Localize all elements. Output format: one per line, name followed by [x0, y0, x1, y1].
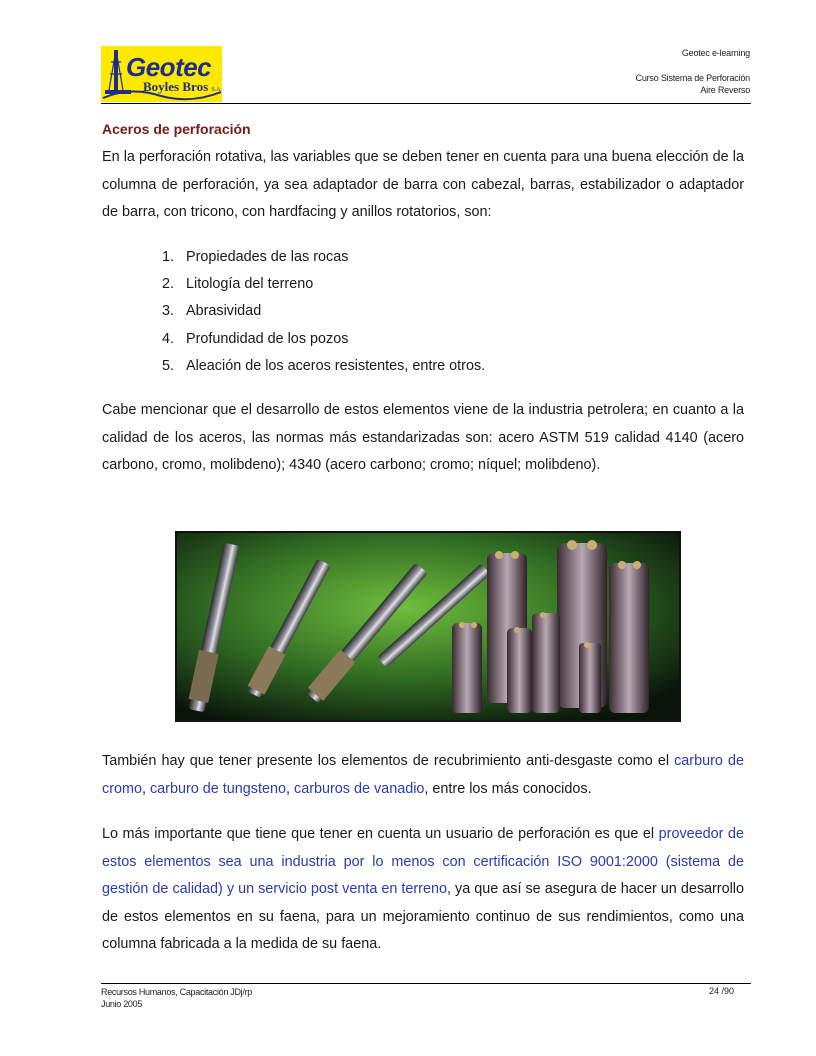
variables-list	[162, 244, 485, 380]
footer-info	[101, 986, 252, 1010]
list-item-number: 1.	[162, 249, 175, 265]
list-item	[162, 298, 485, 325]
list-item	[162, 353, 485, 380]
list-item	[162, 271, 485, 298]
coating-lead: También hay que tener presente los elementos de recubrimiento anti-desgaste como el	[102, 753, 675, 769]
carbide-chromium-term: carburo de cromo	[102, 753, 744, 797]
header-course: Curso Sistema de Perforación	[635, 73, 750, 83]
drilling-tools-photo	[175, 531, 681, 722]
drilling-tools-illustration	[177, 533, 679, 720]
footer-department: Recursos Humanos, Capacitación JDj/rp	[101, 987, 252, 997]
logo-subname	[143, 79, 221, 95]
footer-divider	[101, 983, 751, 984]
coating-paragraph	[102, 748, 744, 803]
carbide-tungsten-term: carburo de tungsteno	[149, 780, 286, 797]
logo-subname-suffix: S.A	[211, 87, 221, 93]
list-item-text: Profundidad de los pozos	[186, 330, 349, 347]
supplier-tail: , ya que así se asegura de hacer un desarrollo de estos elementos en su faena, para un mejoramiento continuo de sus rendimientos, como una columna fabricada a la medida de su faena.	[102, 881, 745, 952]
header-elearning: Geotec e-learning	[681, 48, 750, 58]
logo-name: Geotec	[126, 52, 212, 82]
footer-date: Junio 2005	[101, 999, 143, 1009]
page-number: 24 /90	[708, 986, 734, 996]
steel-paragraph: Cabe mencionar que el desarrollo de estos elementos viene de la industria petrolera; en cuanto a la calidad de los aceros, las normas más estandarizadas son: acero ASTM 519 calidad 4140 (acero carbono, cromo, molibdeno); 4340 (acero carbono; cromo; níquel; molibdeno).	[102, 402, 744, 473]
list-item	[162, 326, 485, 353]
geotec-logo	[101, 46, 222, 102]
supplier-highlight: proveedor de estos elementos sea una industria por lo menos con certificación ISO 9001:2000 (sistema de gestión de calidad) y un servicio post venta en terreno	[102, 826, 745, 897]
list-item-number: 5.	[162, 357, 175, 374]
list-item-number: 2.	[162, 276, 175, 293]
supplier-paragraph	[102, 821, 744, 959]
list-item-text: Aleación de los aceros resistentes, entre otros.	[186, 357, 486, 374]
list-item-number: 3.	[162, 303, 175, 320]
logo-subname-text: Boyles Bros	[143, 79, 209, 94]
list-item-text: Propiedades de las rocas	[186, 249, 349, 265]
coating-separator: ,	[286, 780, 294, 797]
coating-separator: ,	[141, 780, 150, 797]
list-item-number: 4.	[162, 330, 175, 347]
intro-paragraph: En la perforación rotativa, las variables que se deben tener en cuenta para una buena elección de la columna de perforación, ya sea adaptador de barra con cabezal, barras, estabilizador o adaptador de barra, con tricono, con hardfacing y anillos rotatorios, son:	[102, 149, 744, 220]
header-topic: Aire Reverso	[700, 85, 750, 95]
supplier-lead: Lo más importante que tiene que tener en cuenta un usuario de perforación es que el	[102, 826, 659, 842]
header-divider	[101, 103, 751, 104]
carbide-vanadium-term: carburos de vanadio	[294, 780, 425, 797]
list-item	[162, 244, 485, 271]
coating-tail: , entre los más conocidos.	[424, 780, 592, 797]
list-item-text: Litología del terreno	[186, 276, 314, 293]
list-item-text: Abrasividad	[186, 303, 262, 320]
section-title: Aceros de perforación	[102, 121, 251, 137]
